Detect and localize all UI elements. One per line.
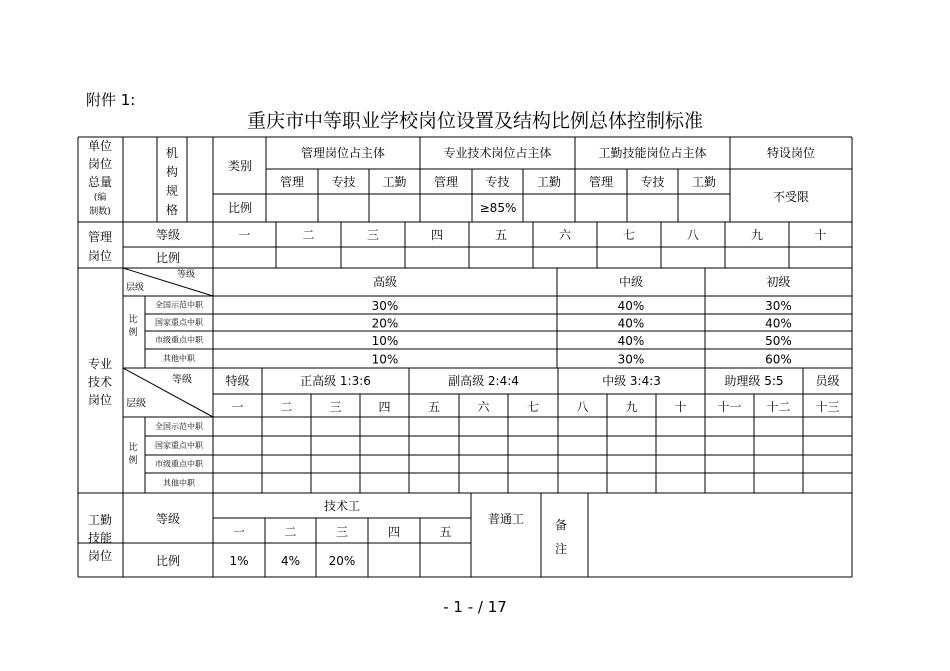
school-type: 全国示范中职 [155,422,203,431]
tech-grade: 四 [378,400,391,414]
mgmt-grade: 五 [494,228,508,242]
tech-grade: 五 [427,400,441,414]
tech-grade: 九 [625,400,638,414]
tech-level-ratio: 40% [617,299,645,313]
diag-grade: 等级 [172,374,192,386]
worker-grade: 二 [284,525,297,539]
mgmt-grade: 八 [686,228,700,242]
special-post-value: 不受限 [772,190,810,204]
worker-grade-ratio: 20% [328,554,356,568]
tech-grade: 十 [674,400,687,414]
unit-total-note: 制数) [89,207,111,217]
table-rule [123,368,213,417]
sub-category-label: 管理 [279,175,305,189]
tech-level-header: 高级 [372,275,398,289]
tech-grade: 十一 [717,400,742,414]
mgmt-grade: 六 [558,228,572,242]
tech-main-ratio: ≥85% [479,201,517,215]
worker-grade-ratio: 1% [229,554,249,568]
tech-grade-group: 中级 3:4:3 [602,374,661,388]
tech-level-ratio: 10% [371,352,399,367]
tech-level-ratio: 40% [765,316,792,331]
tech-grade-group: 正高级 1:3:6 [300,374,371,388]
tech-level-header: 中级 [618,275,644,289]
worker-grade: 三 [335,525,349,539]
ratio-vertical: 例 [128,456,138,466]
worker-post-label: 技能 [87,531,113,545]
tech-grade: 八 [576,400,589,414]
school-type: 国家重点中职 [155,441,203,450]
grade-label: 等级 [155,228,181,242]
sub-category-label: 工勤 [382,175,407,189]
mgmt-grade: 三 [366,228,380,242]
post-group-header: 特设岗位 [766,146,816,160]
tech-grade-group: 副高级 2:4:4 [448,374,519,388]
mgmt-grade: 二 [302,228,315,242]
unit-total-note: (编 [93,193,107,203]
school-type: 国家重点中职 [155,318,203,327]
post-group-header: 专业技术岗位占主体 [443,146,552,160]
school-type: 全国示范中职 [155,300,203,310]
tech-grade-group: 特级 [225,374,250,388]
mgmt-post-label: 管理 [87,230,113,244]
sub-category-label: 工勤 [691,175,717,189]
school-type: 其他中职 [163,354,195,363]
tech-level-ratio: 50% [765,334,792,348]
diag-level: 层级 [126,398,146,410]
tech-grade: 十二 [766,400,791,414]
ratio-vertical: 例 [128,328,138,338]
skilled-worker-header: 技术工 [323,499,361,513]
sub-category-label: 管理 [588,175,614,189]
tech-level-ratio: 30% [371,299,399,313]
ratio-vertical: 比 [128,315,138,325]
tech-level-ratio: 10% [371,334,399,348]
tech-grade: 二 [280,400,293,414]
tech-level-ratio: 40% [617,316,645,331]
unit-total-label: 总量 [87,175,113,189]
diag-grade: 等级 [176,270,196,280]
worker-grade-ratio: 4% [280,554,301,568]
worker-grade: 四 [387,525,401,539]
tech-grade: 六 [477,400,490,414]
general-worker-header: 普通工 [487,512,525,526]
tech-post-label: 岗位 [87,393,113,407]
worker-grade: 五 [439,525,452,539]
worker-grade: 一 [232,525,246,539]
mgmt-grade: 一 [238,228,251,242]
org-scale-label: 机 [165,146,179,160]
org-scale-label: 格 [165,203,179,217]
mgmt-grade: 十 [814,228,827,242]
org-scale-label: 构 [165,165,179,179]
ratio-label: 比例 [155,251,181,265]
tech-grade: 十三 [815,400,840,414]
tech-grade: 三 [329,400,342,414]
school-type: 其他中职 [163,478,195,488]
tech-grade-group: 助理级 5:5 [724,374,784,388]
attachment-label: 附件 1: [86,91,136,109]
diag-level: 层级 [125,283,145,293]
document-title: 重庆市中等职业学校岗位设置及结构比例总体控制标准 [246,110,703,132]
worker-post-label: 工勤 [87,513,113,527]
tech-grade: 七 [526,400,540,414]
tech-level-ratio: 40% [617,334,645,348]
mgmt-post-label: 岗位 [87,249,113,263]
mgmt-grade: 四 [430,228,444,242]
category-label: 类别 [227,159,253,173]
post-group-header: 管理岗位占主体 [300,146,386,160]
tech-level-ratio: 30% [617,352,645,367]
sub-category-label: 专技 [485,175,510,189]
tech-grade-group: 员级 [815,374,840,388]
unit-total-label: 单位 [87,139,113,153]
tech-level-ratio: 60% [765,352,792,367]
school-type: 市级重点中职 [155,459,203,469]
sub-category-label: 专技 [331,175,356,189]
tech-level-header: 初级 [766,275,791,289]
grade-label: 等级 [155,512,181,526]
tech-level-ratio: 20% [371,316,399,331]
page-number: - 1 - / 17 [443,598,507,616]
tech-post-label: 技术 [87,375,113,389]
ratio-label: 比例 [155,554,181,568]
remark-label: 注 [554,542,568,556]
remark-label: 备 [554,518,568,532]
sub-category-label: 专技 [640,175,665,189]
ratio-label: 比例 [227,201,253,215]
sub-category-label: 工勤 [536,175,562,189]
tech-post-label: 专业 [87,357,113,371]
sub-category-label: 管理 [433,175,459,189]
mgmt-grade: 九 [750,228,764,242]
tech-level-ratio: 30% [765,299,792,313]
mgmt-grade: 七 [622,228,636,242]
tech-grade: 一 [231,400,244,414]
post-group-header: 工勤技能岗位占主体 [598,146,707,160]
school-type: 市级重点中职 [155,335,203,345]
org-scale-label: 规 [165,184,179,198]
worker-post-label: 岗位 [87,549,113,563]
ratio-vertical: 比 [128,443,138,453]
unit-total-label: 岗位 [87,157,113,171]
